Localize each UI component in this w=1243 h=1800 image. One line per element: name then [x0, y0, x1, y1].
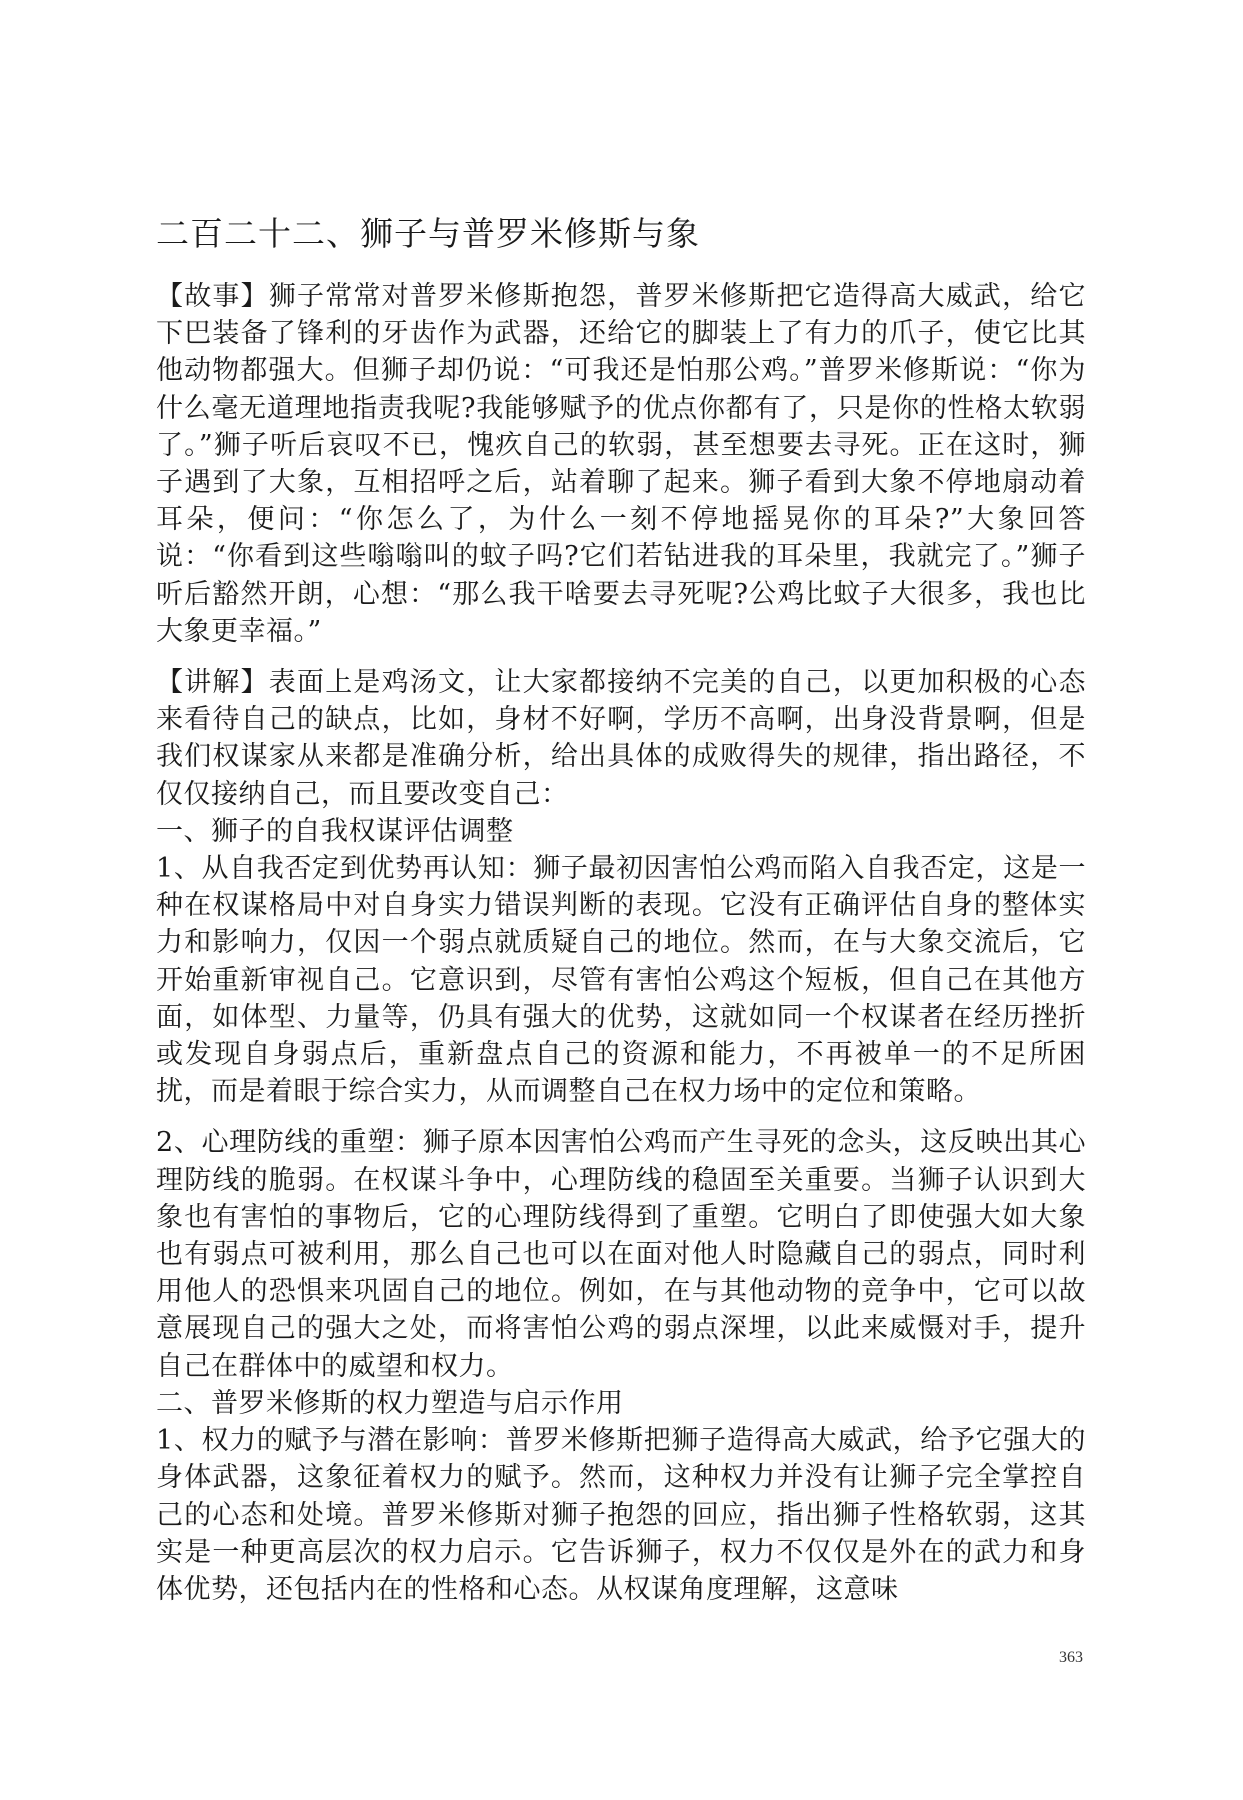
- section1-point1-paragraph: 1、从自我否定到优势再认知：狮子最初因害怕公鸡而陷入自我否定，这是一种在权谋格局中对自身实力错误判断的表现。它没有正确评估自身的整体实力和影响力，仅因一个弱点就质疑自己的地位。然而，在与大象交流后，它开始重新审视自己。它意识到，尽管有害怕公鸡这个短板，但自己在其他方面，如体型、力量等，仍具有强大的优势，这就如同一个权谋者在经历挫折或发现自身弱点后，重新盘点自己的资源和能力，不再被单一的不足所困扰，而是着眼于综合实力，从而调整自己在权力场中的定位和策略。: [156, 853, 1086, 1108]
- section-heading-2: 二、普罗米修斯的权力塑造与启示作用: [156, 1387, 624, 1419]
- story-paragraph: 【故事】狮子常常对普罗米修斯抱怨，普罗米修斯把它造得高大威武，给它下巴装备了锋利的牙齿作为武器，还给它的脚装上了有力的爪子，使它比其他动物都强大。但狮子却仍说：“可我还是怕那公鸡。”普罗米修斯说：“你为什么毫无道理地指责我呢?我能够赋予的优点你都有了，只是你的性格太软弱了。”狮子听后哀叹不已，愧疚自己的软弱，甚至想要去寻死。正在这时，狮子遇到了大象，互相招呼之后，站着聊了起来。狮子看到大象不停地扇动着耳朵，便问：“你怎么了，为什么一刻不停地摇晃你的耳朵?”大象回答说：“你看到这些嗡嗡叫的蚊子吗?它们若钻进我的耳朵里，我就完了。”狮子听后豁然开朗，心想：“那么我干啥要去寻死呢?公鸡比蚊子大很多，我也比大象更幸福。”: [156, 281, 1086, 647]
- page-title: 二百二十二、狮子与普罗米修斯与象: [156, 214, 700, 253]
- page-number: 363: [1059, 1649, 1083, 1666]
- section-heading-1: 一、狮子的自我权谋评估调整: [156, 815, 514, 847]
- section1-point2-paragraph: 2、心理防线的重塑：狮子原本因害怕公鸡而产生寻死的念头，这反映出其心理防线的脆弱。在权谋斗争中，心理防线的稳固至关重要。当狮子认识到大象也有害怕的事物后，它的心理防线得到了重塑。它明白了即使强大如大象也有弱点可被利用，那么自己也可以在面对他人时隐藏自己的弱点，同时利用他人的恐惧来巩固自己的地位。例如，在与其他动物的竞争中，它可以故意展现自己的强大之处，而将害怕公鸡的弱点深埋，以此来威慑对手，提升自己在群体中的威望和权力。: [156, 1127, 1086, 1382]
- page-content: [156, 212, 1086, 1608]
- explanation-paragraph: 【讲解】表面上是鸡汤文，让大家都接纳不完美的自己，以更加积极的心态来看待自己的缺点，比如，身材不好啊，学历不高啊，出身没背景啊，但是我们权谋家从来都是准确分析，给出具体的成败得失的规律，指出路径，不仅仅接纳自己，而且要改变自己：: [156, 667, 1086, 810]
- section2-point1-paragraph: 1、权力的赋予与潜在影响：普罗米修斯把狮子造得高大威武，给予它强大的身体武器，这象征着权力的赋予。然而，这种权力并没有让狮子完全掌控自己的心态和处境。普罗米修斯对狮子抱怨的回应，指出狮子性格软弱，这其实是一种更高层次的权力启示。它告诉狮子，权力不仅仅是外在的武力和身体优势，还包括内在的性格和心态。从权谋角度理解，这意味: [156, 1425, 1086, 1605]
